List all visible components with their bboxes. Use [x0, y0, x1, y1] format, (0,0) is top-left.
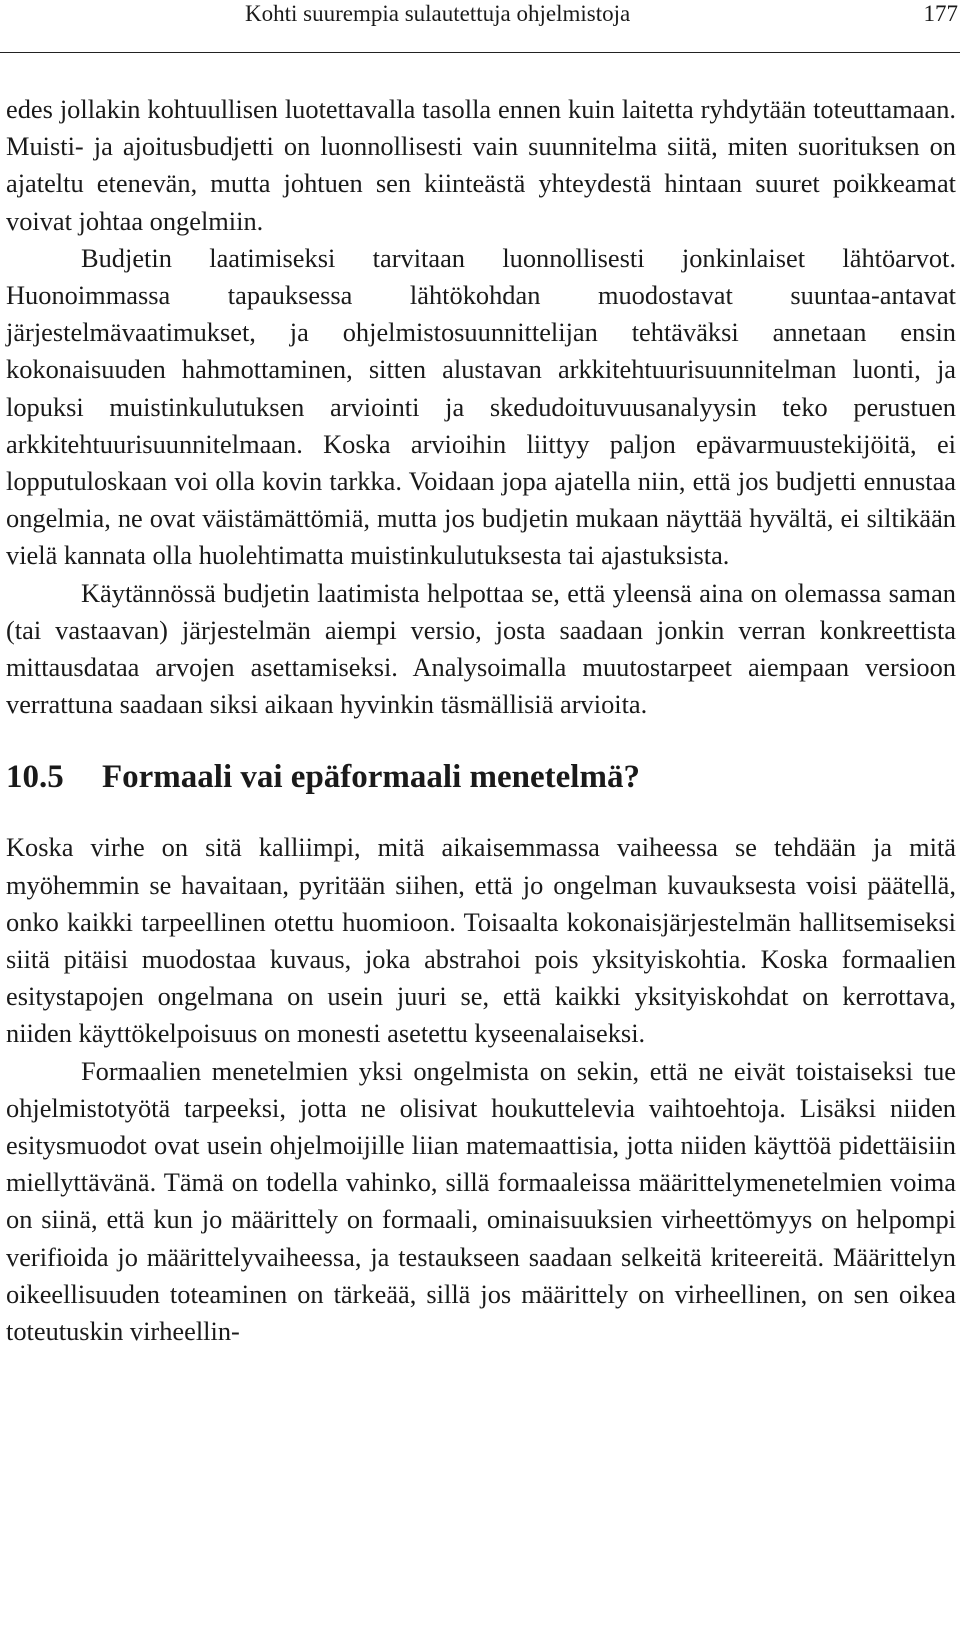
running-title: Kohti suurempia sulautettuja ohjelmistoja — [245, 1, 631, 26]
section-heading — [6, 757, 956, 797]
page-body — [6, 91, 956, 1350]
paragraph-continued: edes jollakin kohtuullisen luotettavalla tasolla ennen kuin laitetta ryhdytään toteuttamaan. Muisti- ja ajoitusbudjetti on luonnollisesti vain suunnitelma siitä, miten suorituksen on ajateltu etenevän, mutta johtuen sen kiinteästä yhteydestä hintaan suuret poikkeamat voivat johtaa ongelmiin. — [6, 94, 956, 236]
section-title: Formaali vai epäformaali menetelmä? — [102, 759, 640, 796]
paragraph: Käytännössä budjetin laatimista helpottaa se, että yleensä aina on olemassa saman (tai vastaavan) järjestelmän aiempi versio, josta saadaan jonkin verran konkreettista mittausdataa arvojen asettamiseksi. Analysoimalla muutostarpeet aiempaan versioon verrattuna saadaan siksi aikaan hyvinkin täsmällisiä arvioita. — [6, 577, 956, 720]
paragraph: Formaalien menetelmien yksi ongelmista on sekin, että ne eivät toistaiseksi tue ohjelmistotyötä tarpeeksi, jotta ne olisivat houkuttelevia vaihtoehtoja. Lisäksi niiden esitysmuodot ovat usein ohjelmoijille liian matemaattisia, jotta niiden käyttöä pidettäisiin miellyttävänä. Tämä on todella vahinko, sillä formaaleissa määrittelymenetelmien voima on siinä, että kun jo määrittely on formaali, ominaisuuksien virheettömyys on helpompi verifioida jo määrittelyvaiheessa, ja testaukseen saadaan selkeitä kriteereitä. Määrittelyn oikeellisuuden toteaminen on tärkeää, sillä jos määrittely on virheellinen, on sen oikea toteutuskin virheellin- — [6, 1055, 956, 1347]
page-number: 177 — [923, 1, 958, 26]
running-header — [0, 0, 960, 53]
paragraph: Koska virhe on sitä kalliimpi, mitä aikaisemmassa vaiheessa se tehdään ja mitä myöhemmin se havaitaan, pyritään siihen, että jo ongelman kuvauksesta voisi päätellä, onko kaikki tarpeellinen otettu huomioon. Toisaalta kokonaisjärjestelmän hallitsemiseksi siitä pitäisi muodostaa kuvaus, joka abstrahoi pois yksityiskohtia. Koska formaalien esitystapojen ongelmana on usein juuri se, että kaikki yksityiskohdat on kerrottava, niiden käyttökelpoisuus on monesti asetettu kyseenalaiseksi. — [6, 832, 956, 1049]
section-number: 10.5 — [6, 759, 64, 796]
paragraph: Budjetin laatimiseksi tarvitaan luonnollisesti jonkinlaiset lähtöarvot. Huonoimmassa tapauksessa lähtökohdan muodostavat suuntaa-antavat järjestelmävaatimukset, ja ohjelmistosuunnittelijan tehtäväksi annetaan ensin kokonaisuuden hahmottaminen, sitten alustavan arkkitehtuurisuunnitelman luonti, ja lopuksi muistinkulutuksen arviointi ja skedudoituvuusanalyysin teko perustuen arkkitehtuurisuunnitelmaan. Koska arvioihin liittyy paljon epävarmuustekijöitä, ei lopputuloskaan voi olla kovin tarkka. Voidaan jopa ajatella niin, että jos budjetti ennustaa ongelmia, ne ovat väistämättömiä, mutta jos budjetin mukaan näyttää hyvältä, ei siltikään vielä kannata olla huolehtimatta muistinkulutuksesta tai ajastuksista. — [6, 242, 956, 571]
